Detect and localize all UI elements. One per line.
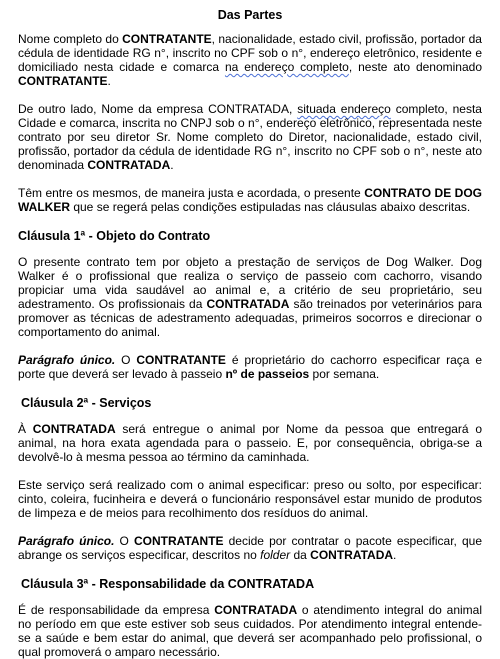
bold-run: CONTRATO DE DOG WALKER	[18, 186, 483, 214]
bold-run: CONTRATADA	[310, 548, 394, 562]
text-run: .	[393, 548, 397, 562]
text-run: Têm entre os mesmos, de maneira justa e acordada, o presente	[18, 186, 365, 200]
paragraph-responsabilidade	[18, 603, 482, 659]
bold-run: CONTRATANTE	[133, 534, 224, 548]
paragraph-contratada	[18, 102, 482, 172]
bold-italic-run: Parágrafo único.	[18, 353, 116, 367]
paragraph-servico	[18, 478, 482, 520]
bold-italic-run: Parágrafo único.	[18, 534, 115, 548]
paragraph-unico-1	[18, 353, 482, 381]
paragraph-acordo	[18, 186, 482, 214]
text-run: Nome completo do	[18, 32, 123, 46]
bold-run: nº de passeios	[225, 367, 310, 381]
bold-run: CONTRATADA	[87, 158, 171, 172]
text-run: O	[115, 353, 137, 367]
clause-1-heading: Cláusula 1ª - Objeto do Contrato	[18, 229, 211, 243]
text-run: por semana.	[309, 367, 380, 381]
text-run: completo, nesta Cidade e comarca, inscrita no CNPJ sob o n°, endereço eletrônico, representada neste contrato por seu diretor Sr. Nome completo do Diretor, nacionalidade, estado civil, profissão, portador da cédula de identidade RG n°, inscrito no CPF sob o n°, neste ato denominada	[18, 102, 482, 172]
bold-run: CONTRATADA	[32, 422, 116, 436]
paragraph-contratante	[18, 32, 482, 88]
spellcheck-underlined-text: situada endereço	[297, 102, 391, 116]
bold-run: CONTRATANTE	[122, 32, 212, 46]
bold-run: CONTRATADA	[206, 297, 290, 311]
text-run: À	[18, 422, 33, 436]
bold-run: CONTRATANTE	[18, 74, 108, 88]
bold-run: CONTRATANTE	[136, 353, 226, 367]
text-run: são treinados por veterinários para promover as técnicas de adestramento adequadas, primeiros socorros e direcionar o comportamento do animal.	[18, 297, 482, 339]
spellcheck-underlined-text: na endereço completo	[224, 60, 349, 74]
paragraph-unico-2	[18, 534, 482, 562]
text-run: , neste ato denominado	[348, 60, 482, 74]
text-run: será entregue o animal por Nome da pessoa que entregará o animal, na hora exata agendada para o passeio. E, por consequência, obriga-se a devolvê-lo à mesma pessoa ao término da caminhada.	[18, 422, 482, 464]
paragraph-entrega	[18, 422, 482, 464]
text-run: .	[107, 74, 111, 88]
text-run: o atendimento integral do animal no período em que este estiver sob seus cuidados. Por atendimento integral entende-se a saúde e bem estar do animal, que deverá ser acompanhado pelo profissional, o qual promoverá o amparo necessário.	[18, 603, 482, 659]
text-run: que se regerá pelas condições estipuladas nas cláusulas abaixo descritas.	[70, 200, 471, 214]
text-run: decide por contratar o pacote especificar, que abrange os serviços especificar, descritos no	[18, 534, 482, 562]
clause-2-heading: Cláusula 2ª - Serviços	[21, 396, 152, 410]
text-run: Este serviço será realizado com o animal especificar: preso ou solto, por especificar: cinto, coleira, fucinheira e deverá o funcionário responsável estar munido de produtos de limpeza e de meios para recolhimento dos resíduos do animal.	[18, 478, 482, 520]
clause-3-heading: Cláusula 3ª - Responsabilidade da CONTRATADA	[21, 577, 315, 591]
text-run: É de responsabilidade da empresa	[18, 603, 215, 617]
paragraph-objeto	[18, 255, 482, 339]
text-run: De outro lado, Nome da empresa CONTRATADA,	[18, 102, 298, 116]
section-title: Das Partes	[217, 8, 283, 22]
text-run: , nacionalidade, estado civil, profissão, portador da cédula de identidade RG n°, inscrito no CPF sob o n°, endereço eletrônico, residente e domiciliado nesta cidade e comarca	[18, 32, 482, 74]
italic-run: folder	[260, 548, 291, 562]
text-run: é proprietário do cachorro especificar raça e porte que deverá ser levado à passeio	[18, 353, 482, 381]
text-run: .	[170, 158, 174, 172]
text-run: O	[114, 534, 134, 548]
text-run: da	[290, 548, 311, 562]
bold-run: CONTRATADA	[214, 603, 298, 617]
text-run: O presente contrato tem por objeto a prestação de serviços de Dog Walker. Dog Walker é o profissional que realiza o serviço de passeio com cachorro, visando propiciar uma vida saudável ao animal e, a critério de seu proprietário, seu adestramento. Os profissionais da	[18, 255, 482, 311]
